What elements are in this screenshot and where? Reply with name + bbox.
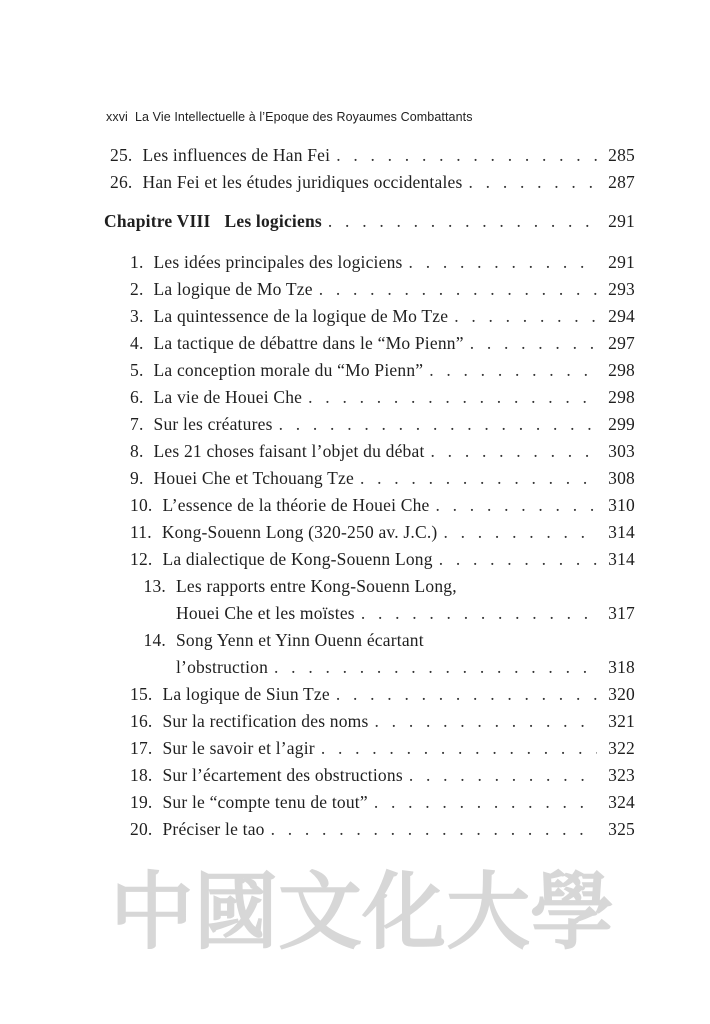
entry-number: 8. [130, 441, 144, 461]
entry-page: 299 [608, 414, 635, 434]
watermark-char: 國 [194, 862, 279, 961]
entry-number: 12. [130, 549, 153, 569]
toc-entry [130, 441, 635, 467]
entry-page: 320 [608, 684, 635, 704]
entry-title-continuation: Houei Che et les moïstes [176, 603, 355, 623]
leader-dots [321, 738, 597, 759]
toc-entry [130, 522, 635, 548]
entry-page: 310 [608, 495, 635, 515]
entry-title: Han Fei et les études juridiques occidentales [142, 172, 463, 192]
entry-number: 1. [130, 252, 144, 272]
toc-entry [130, 792, 635, 818]
leader-dots [443, 522, 597, 543]
entry-page: 321 [608, 711, 635, 731]
toc-entry [130, 279, 635, 305]
toc-entry [130, 576, 635, 602]
leader-dots [374, 792, 597, 813]
toc-entry [130, 765, 635, 791]
entry-page: 318 [608, 657, 635, 677]
entry-page: 291 [608, 252, 635, 272]
entry-page: 314 [608, 549, 635, 569]
entry-title: Sur la rectification des noms [162, 711, 369, 731]
leader-dots [375, 711, 597, 732]
watermark-char: 文 [278, 862, 363, 961]
entry-number: 14. [143, 630, 166, 650]
entry-number: 9. [130, 468, 144, 488]
toc-entry-continuation [176, 603, 635, 629]
leader-dots [429, 360, 597, 381]
entry-title: Les 21 choses faisant l’objet du débat [153, 441, 425, 461]
entry-title: Préciser le tao [162, 819, 265, 839]
leader-dots [336, 684, 597, 705]
entry-page: 325 [608, 819, 635, 839]
leader-dots [279, 414, 597, 435]
entry-number: 25. [110, 145, 133, 165]
entry-title: Sur l’écartement des obstructions [162, 765, 403, 785]
entry-number: 4. [130, 333, 144, 353]
entry-number: 3. [130, 306, 144, 326]
entry-title: Les idées principales des logiciens [153, 252, 403, 272]
leader-dots [439, 549, 597, 570]
toc-entry [130, 360, 635, 386]
leader-dots [328, 211, 597, 232]
leader-dots [308, 387, 597, 408]
toc-entry [130, 252, 635, 278]
leader-dots [409, 252, 597, 273]
entry-title: Houei Che et Tchouang Tze [153, 468, 354, 488]
entry-title: La logique de Siun Tze [162, 684, 330, 704]
toc-entry [130, 333, 635, 359]
entry-page: 323 [608, 765, 635, 785]
leader-dots [409, 765, 597, 786]
entry-number: 13. [143, 576, 166, 596]
entry-number: 20. [130, 819, 153, 839]
leader-dots [274, 657, 597, 678]
entry-page: 285 [608, 145, 635, 165]
entry-title: La tactique de débattre dans le “Mo Pienn” [153, 333, 464, 353]
entry-number: 16. [130, 711, 153, 731]
toc-entry [130, 549, 635, 575]
leader-dots [361, 603, 597, 624]
leader-dots [436, 495, 598, 516]
toc-entry [130, 387, 635, 413]
entry-title: Sur le “compte tenu de tout” [162, 792, 368, 812]
entry-title: La vie de Houei Che [153, 387, 303, 407]
entry-title-continuation: l’obstruction [176, 657, 269, 677]
chapter-heading [104, 211, 635, 237]
entry-number: 18. [130, 765, 153, 785]
chapter-page: 291 [608, 211, 635, 231]
entry-title: Sur les créatures [153, 414, 273, 434]
entry-number: 10. [130, 495, 153, 515]
entry-number: 15. [130, 684, 153, 704]
toc-entry [110, 172, 635, 198]
chapter-label: Chapitre VIII [104, 211, 211, 231]
entry-title: La conception morale du “Mo Pienn” [153, 360, 424, 380]
leader-dots [360, 468, 597, 489]
entry-page: 287 [608, 172, 635, 192]
toc-entry [130, 684, 635, 710]
entry-title: La quintessence de la logique de Mo Tze [153, 306, 449, 326]
leader-dots [469, 172, 597, 193]
entry-number: 2. [130, 279, 144, 299]
entry-number: 5. [130, 360, 144, 380]
leader-dots [319, 279, 597, 300]
entry-page: 303 [608, 441, 635, 461]
entry-page: 322 [608, 738, 635, 758]
watermark [110, 850, 615, 961]
chapter-title: Les logiciens [224, 211, 322, 231]
entry-page: 314 [608, 522, 635, 542]
toc-entry [130, 414, 635, 440]
entry-page: 317 [608, 603, 635, 623]
toc-entry [110, 145, 635, 171]
leader-dots [431, 441, 597, 462]
entry-page: 298 [608, 387, 635, 407]
entry-number: 19. [130, 792, 153, 812]
toc-entry [130, 468, 635, 494]
entry-number: 17. [130, 738, 153, 758]
watermark-char: 學 [530, 862, 615, 961]
leader-dots [454, 306, 597, 327]
entry-page: 294 [608, 306, 635, 326]
page-number: xxvi [106, 110, 128, 124]
toc-entry [130, 495, 635, 521]
leader-dots [271, 819, 597, 840]
leader-dots [336, 145, 597, 166]
entry-page: 297 [608, 333, 635, 353]
entry-page: 298 [608, 360, 635, 380]
entry-title: Kong-Souenn Long (320-250 av. J.C.) [161, 522, 438, 542]
toc-entry [130, 306, 635, 332]
entry-page: 293 [608, 279, 635, 299]
toc-entry [130, 738, 635, 764]
watermark-char: 化 [362, 862, 447, 961]
leader-dots [470, 333, 597, 354]
watermark-char: 大 [446, 862, 531, 961]
entry-title: L’essence de la théorie de Houei Che [162, 495, 430, 515]
entry-number: 6. [130, 387, 144, 407]
entry-title: Song Yenn et Yinn Ouenn écartant [176, 630, 424, 650]
entry-number: 26. [110, 172, 133, 192]
entry-number: 7. [130, 414, 144, 434]
entry-title: Sur le savoir et l’agir [162, 738, 315, 758]
toc-entry-continuation [176, 657, 635, 683]
entry-title: La dialectique de Kong-Souenn Long [162, 549, 433, 569]
toc-entry [130, 630, 635, 656]
entry-page: 324 [608, 792, 635, 812]
entry-page: 308 [608, 468, 635, 488]
toc-entry [130, 819, 635, 845]
watermark-char: 中 [110, 862, 195, 961]
running-title: La Vie Intellectuelle à l’Epoque des Royaumes Combattants [134, 110, 473, 124]
entry-title: La logique de Mo Tze [153, 279, 313, 299]
entry-number: 11. [130, 522, 152, 542]
toc-entry [130, 711, 635, 737]
entry-title: Les rapports entre Kong-Souenn Long, [176, 576, 457, 596]
entry-title: Les influences de Han Fei [142, 145, 331, 165]
running-head [106, 110, 546, 124]
